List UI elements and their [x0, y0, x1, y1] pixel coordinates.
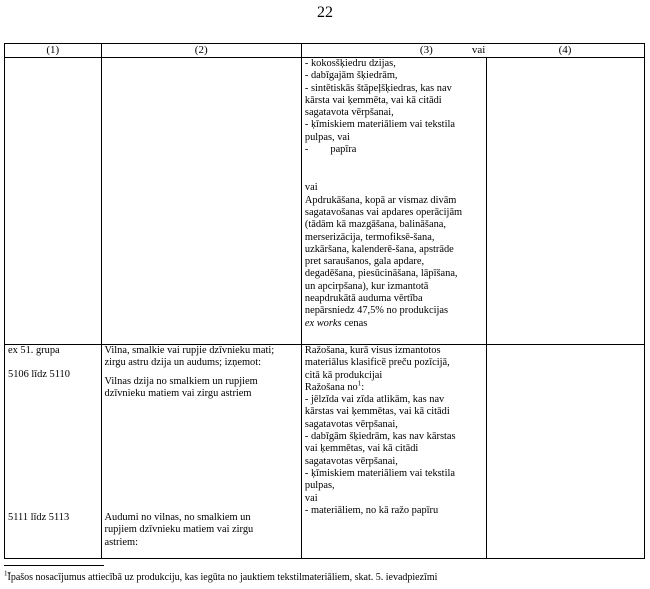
row1-c3-line: un apcirpšana), kur izmantotā	[304, 280, 429, 292]
row2-c3-line: pulpas,	[304, 480, 335, 492]
row1-c3-line: vai	[304, 182, 318, 194]
footnote-text: Īpašos nosacījumus attiecībā uz produkciju, kas iegūta no jauktiem tekstilmateriāliem, skat. 5. ievadpiezīmi	[7, 572, 438, 583]
col-header-vai: vai	[471, 44, 486, 56]
papira-text: papīra	[330, 144, 357, 156]
footnote-mark: 1	[4, 569, 8, 578]
heading-5106-5110: 5106 līdz 5110	[8, 369, 70, 381]
row1-c3-line: uzkāršana, kalenderē-šana, apstrāde	[304, 243, 454, 255]
col-header-2: (2)	[101, 44, 301, 58]
desc-5106-line: Vilnas dzija no smalkiem un rupjiem	[104, 375, 258, 387]
row2-col2	[101, 345, 301, 559]
row1-c3-line: pulpas, vai	[304, 131, 350, 143]
row1-col4	[486, 58, 644, 345]
page-number: 22	[317, 4, 333, 21]
footnote	[4, 569, 438, 583]
row2-c3-line: vai ķemmētas, vai kā citādi	[304, 443, 419, 455]
table-header-row	[5, 44, 645, 58]
row1-c3-line: - kokosšķiedru dzijas,	[304, 58, 396, 69]
row2-c3-line: materiālus klasificē preču pozīcijā,	[304, 357, 450, 369]
row1-c3-line: degadēšana, piesūcināšana, lāpīšana,	[304, 268, 458, 280]
works-text: works	[316, 317, 342, 329]
row2-c3-line: Ražošana $no^1$:	[304, 379, 365, 393]
desc-5111-block	[105, 512, 254, 549]
row2-c3-line: - jēlzīda vai zīda atlikām, kas nav	[304, 394, 445, 406]
desc-5111-line: rupjiem dzīvnieku matiem vai zirgu	[104, 524, 254, 536]
rules-table	[4, 43, 645, 559]
row2-c3-line: kārstas vai ķemmētas, vai kā citādi	[304, 406, 450, 418]
dash: -	[304, 144, 309, 156]
heading-5111-5113: 5111 līdz 5113	[8, 512, 70, 523]
col-header-3	[301, 44, 486, 58]
col-header-3-label: (3)	[419, 44, 433, 56]
row1-c3-line: merserizācija, termofiksē-šana,	[304, 231, 435, 243]
row2-c3-line: Ražošana, kurā visus izmantotos	[304, 345, 441, 356]
desc-ch51-line: zirgu astru dzija un audums; izņemot:	[104, 357, 262, 369]
row1-col2	[101, 58, 301, 345]
row1-c3-line: - ķīmiskiem materiāliem vai tekstila	[304, 119, 455, 131]
row2-c3-line: - dabīgām šķiedrām, kas nav kārstas	[304, 431, 456, 443]
desc-5106-line: dzīvnieku matiem vai zirgu astriem	[104, 387, 252, 399]
row1-c3-line: - sintētiskās štāpeļšķiedras, kas nav	[304, 82, 452, 94]
col-header-4: (4)	[486, 44, 644, 58]
row1-c3-line: sagatavošanas vai apdares operācijām	[304, 206, 463, 218]
row1-col3	[301, 58, 486, 345]
row1-c3-line	[305, 318, 483, 330]
row1-col1	[5, 58, 102, 345]
row1-c3-line	[305, 144, 483, 156]
table-row	[5, 345, 645, 559]
row1-c3-line: pret saraušanos, gala apdare,	[304, 256, 425, 268]
footnote-divider	[4, 565, 104, 566]
row2-c3-line: - materiāliem, no kā ražo papīru	[304, 504, 439, 516]
col-header-1: (1)	[5, 44, 102, 58]
row1-c3-line: nepārsniedz 47,5% no produkcijas	[304, 305, 449, 317]
row1-c3-line: (tādām kā mazgāšana, balināšana,	[304, 219, 446, 231]
footnote-ref: 1	[357, 379, 362, 388]
row2-col3	[301, 345, 486, 559]
desc-5111-line: Audumi no vilnas, no smalkiem un	[104, 512, 251, 523]
row1-c3-line: Apdrukāšana, kopā ar vismaz divām	[304, 194, 457, 206]
razosana-no: Ražošana no	[304, 381, 358, 393]
row2-c3-line: sagatavotas vērpšanai,	[304, 418, 398, 430]
row2-c3-line: sagatavotas vērpšanai,	[304, 455, 398, 467]
row2-c3-line: citā kā produkcijai	[304, 369, 383, 381]
row1-c3-line: sagatavota vērpšanai,	[304, 107, 394, 119]
row2-c3-line: vai	[304, 492, 318, 504]
row2-col1	[5, 345, 102, 559]
row1-c3-line: kārsta vai ķemmēta, vai kā citādi	[304, 94, 442, 106]
row1-c3-line: neapdrukātā auduma vērtība	[304, 293, 423, 305]
row2-col4	[486, 345, 644, 559]
row2-c3-line: - ķīmiskiem materiāliem vai tekstila	[304, 467, 455, 479]
desc-5111-line: astriem:	[104, 536, 138, 548]
ex-text: ex	[304, 317, 315, 329]
desc-ch51-line: Vilna, smalkie vai rupjie dzīvnieku mati;	[104, 345, 275, 356]
table-row	[5, 58, 645, 345]
heading-ex51: ex 51. grupa	[8, 345, 60, 356]
row1-c3-line: - dabīgajām šķiedrām,	[304, 70, 398, 82]
cenas-text: cenas	[344, 317, 368, 329]
